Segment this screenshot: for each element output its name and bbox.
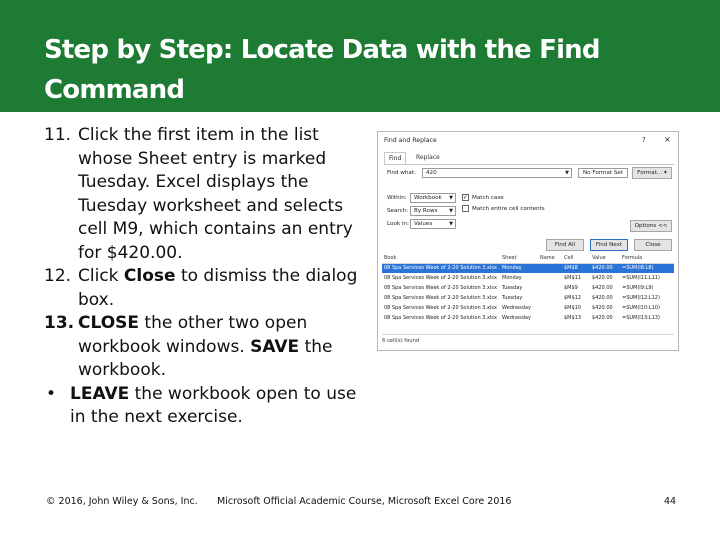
cell-cell: $M$8	[562, 263, 590, 273]
cell-name	[538, 263, 562, 273]
table-row[interactable]	[382, 283, 674, 293]
tab-find[interactable]: Find	[384, 152, 406, 164]
cell-value: $420.00	[592, 285, 613, 291]
cell-value: $420.00	[592, 295, 613, 301]
within-value: Workbook	[414, 195, 442, 201]
cell-value: $420.00	[592, 315, 613, 321]
find-next-button[interactable]: Find Next	[590, 239, 628, 251]
cell-name	[538, 303, 562, 313]
help-icon[interactable]: ?	[642, 136, 646, 144]
cell-book: 08 Spa Services Week of 2-20 Solution 3.xlsx	[384, 275, 497, 281]
results-status: 6 cell(s) found	[382, 338, 420, 344]
look-in-label: Look in:	[387, 221, 409, 227]
chevron-down-icon: ▼	[449, 221, 453, 227]
cell-sheet: Wednesday	[502, 315, 531, 321]
step-number: 12.	[44, 266, 72, 286]
cell-cell: $M$11	[564, 275, 582, 281]
cell-value: $420.00	[590, 263, 620, 273]
table-row[interactable]	[382, 273, 674, 283]
footer-copyright: © 2016, John Wiley & Sons, Inc.	[46, 496, 198, 507]
no-format-set-preview: No Format Set	[578, 168, 628, 178]
options-button[interactable]: Options <<	[630, 220, 672, 232]
cell-book: 08 Spa Services Week of 2-20 Solution 3.xlsx	[382, 263, 500, 273]
step-list	[44, 124, 362, 430]
slide-title: Step by Step: Locate Data with the Find Command	[44, 35, 600, 105]
cell-sheet: Tuesday	[502, 285, 523, 291]
cell-sheet: Monday	[502, 275, 522, 281]
table-row[interactable]	[382, 303, 674, 313]
bullet-icon: •	[46, 383, 57, 404]
cell-formula: =SUM(I12:L12)	[622, 295, 660, 301]
step-text: the workbook.	[78, 336, 333, 380]
close-button[interactable]: Close	[634, 239, 672, 251]
chevron-down-icon: ▼	[449, 195, 453, 201]
find-what-label: Find what:	[387, 170, 416, 176]
page-number: 44	[664, 496, 677, 507]
match-case-checkbox[interactable]: ✓	[463, 194, 469, 201]
step-text: Click the first item in the list whose Sheet entry is marked Tuesday. Excel displays the Tuesday worksheet and selects cell M9, which contains an entry for $420.00.	[78, 125, 353, 263]
cell-formula: =SUM(I11:L11)	[622, 275, 660, 281]
col-value[interactable]: Value	[590, 254, 620, 263]
match-entire-label: Match entire cell contents	[472, 206, 545, 212]
cell-name	[538, 283, 562, 293]
cell-cell: $M$12	[564, 295, 582, 301]
match-entire-checkbox[interactable]	[462, 205, 469, 212]
chevron-down-icon: ▼	[449, 208, 453, 214]
close-icon[interactable]: ×	[664, 135, 671, 144]
cell-name	[538, 273, 562, 283]
cell-book: 08 Spa Services Week of 2-20 Solution 3.xlsx	[384, 305, 497, 311]
footer-course: Microsoft Official Academic Course, Microsoft Excel Core 2016	[217, 496, 512, 507]
bullet-item	[44, 383, 362, 430]
format-button-label: Format...	[637, 170, 663, 176]
cell-formula: =SUM(I13:L13)	[622, 315, 660, 321]
cell-sheet: Wednesday	[502, 305, 531, 311]
cell-book: 08 Spa Services Week of 2-20 Solution 3.xlsx	[384, 295, 497, 301]
cell-value: $420.00	[592, 305, 613, 311]
find-replace-dialog	[377, 131, 679, 351]
find-all-button[interactable]: Find All	[546, 239, 584, 251]
look-in-select[interactable]	[410, 219, 456, 229]
step-text: the workbook open to use in the next exercise.	[70, 383, 357, 427]
cell-sheet: Tuesday	[502, 295, 523, 301]
cell-cell: $M$9	[564, 285, 578, 291]
cell-formula: =SUM(I10:L10)	[622, 305, 660, 311]
cell-formula: =SUM(I9:L9)	[622, 285, 654, 291]
step-text: to dismiss the dialog box.	[78, 266, 358, 310]
within-label: Within:	[387, 195, 407, 201]
cell-name	[538, 313, 562, 323]
search-label: Search:	[387, 208, 409, 214]
step-number: 13.	[44, 313, 75, 333]
cell-formula: =SUM(I8:L8)	[620, 263, 674, 273]
within-select[interactable]	[410, 193, 456, 203]
cell-value: $420.00	[592, 275, 613, 281]
results-table	[382, 254, 674, 323]
col-name[interactable]: Name	[538, 254, 562, 263]
col-book[interactable]: Book	[382, 254, 500, 263]
cell-sheet: Monday	[500, 263, 538, 273]
results-header	[382, 254, 674, 263]
step-keyword: LEAVE	[70, 383, 130, 404]
dialog-caption: Find and Replace	[384, 137, 437, 144]
step-text: Click	[78, 266, 124, 286]
chevron-down-icon[interactable]: ▼	[565, 170, 569, 176]
col-cell[interactable]: Cell	[562, 254, 590, 263]
find-what-value: 420	[426, 170, 437, 176]
look-in-value: Values	[414, 221, 433, 227]
cell-book: 08 Spa Services Week of 2-20 Solution 3.xlsx	[384, 315, 497, 321]
step-12	[44, 265, 362, 312]
chevron-down-icon: ▾	[662, 170, 667, 176]
cell-cell: $M$13	[564, 315, 582, 321]
step-number: 11.	[44, 125, 72, 145]
status-divider	[382, 334, 674, 335]
table-row[interactable]	[382, 313, 674, 323]
search-select[interactable]	[410, 206, 456, 216]
cell-book: 08 Spa Services Week of 2-20 Solution 3.xlsx	[384, 285, 497, 291]
cell-name	[538, 293, 562, 303]
step-text: the other two open workbook windows.	[78, 313, 308, 357]
col-sheet[interactable]: Sheet	[500, 254, 538, 263]
table-row[interactable]	[382, 263, 674, 273]
step-keyword: CLOSE	[78, 313, 140, 333]
step-keyword: SAVE	[250, 336, 300, 357]
step-keyword: Close	[123, 266, 176, 286]
tab-replace[interactable]: Replace	[416, 154, 440, 161]
match-case-label: Match case	[472, 195, 504, 201]
cell-cell: $M$10	[564, 305, 582, 311]
col-formula[interactable]: Formula	[620, 254, 674, 263]
tab-divider	[384, 164, 674, 165]
table-row[interactable]	[382, 293, 674, 303]
format-button[interactable]	[632, 167, 672, 179]
step-13	[44, 312, 362, 383]
step-11	[44, 124, 362, 265]
find-what-input[interactable]	[422, 168, 572, 178]
search-value: By Rows	[414, 208, 438, 214]
